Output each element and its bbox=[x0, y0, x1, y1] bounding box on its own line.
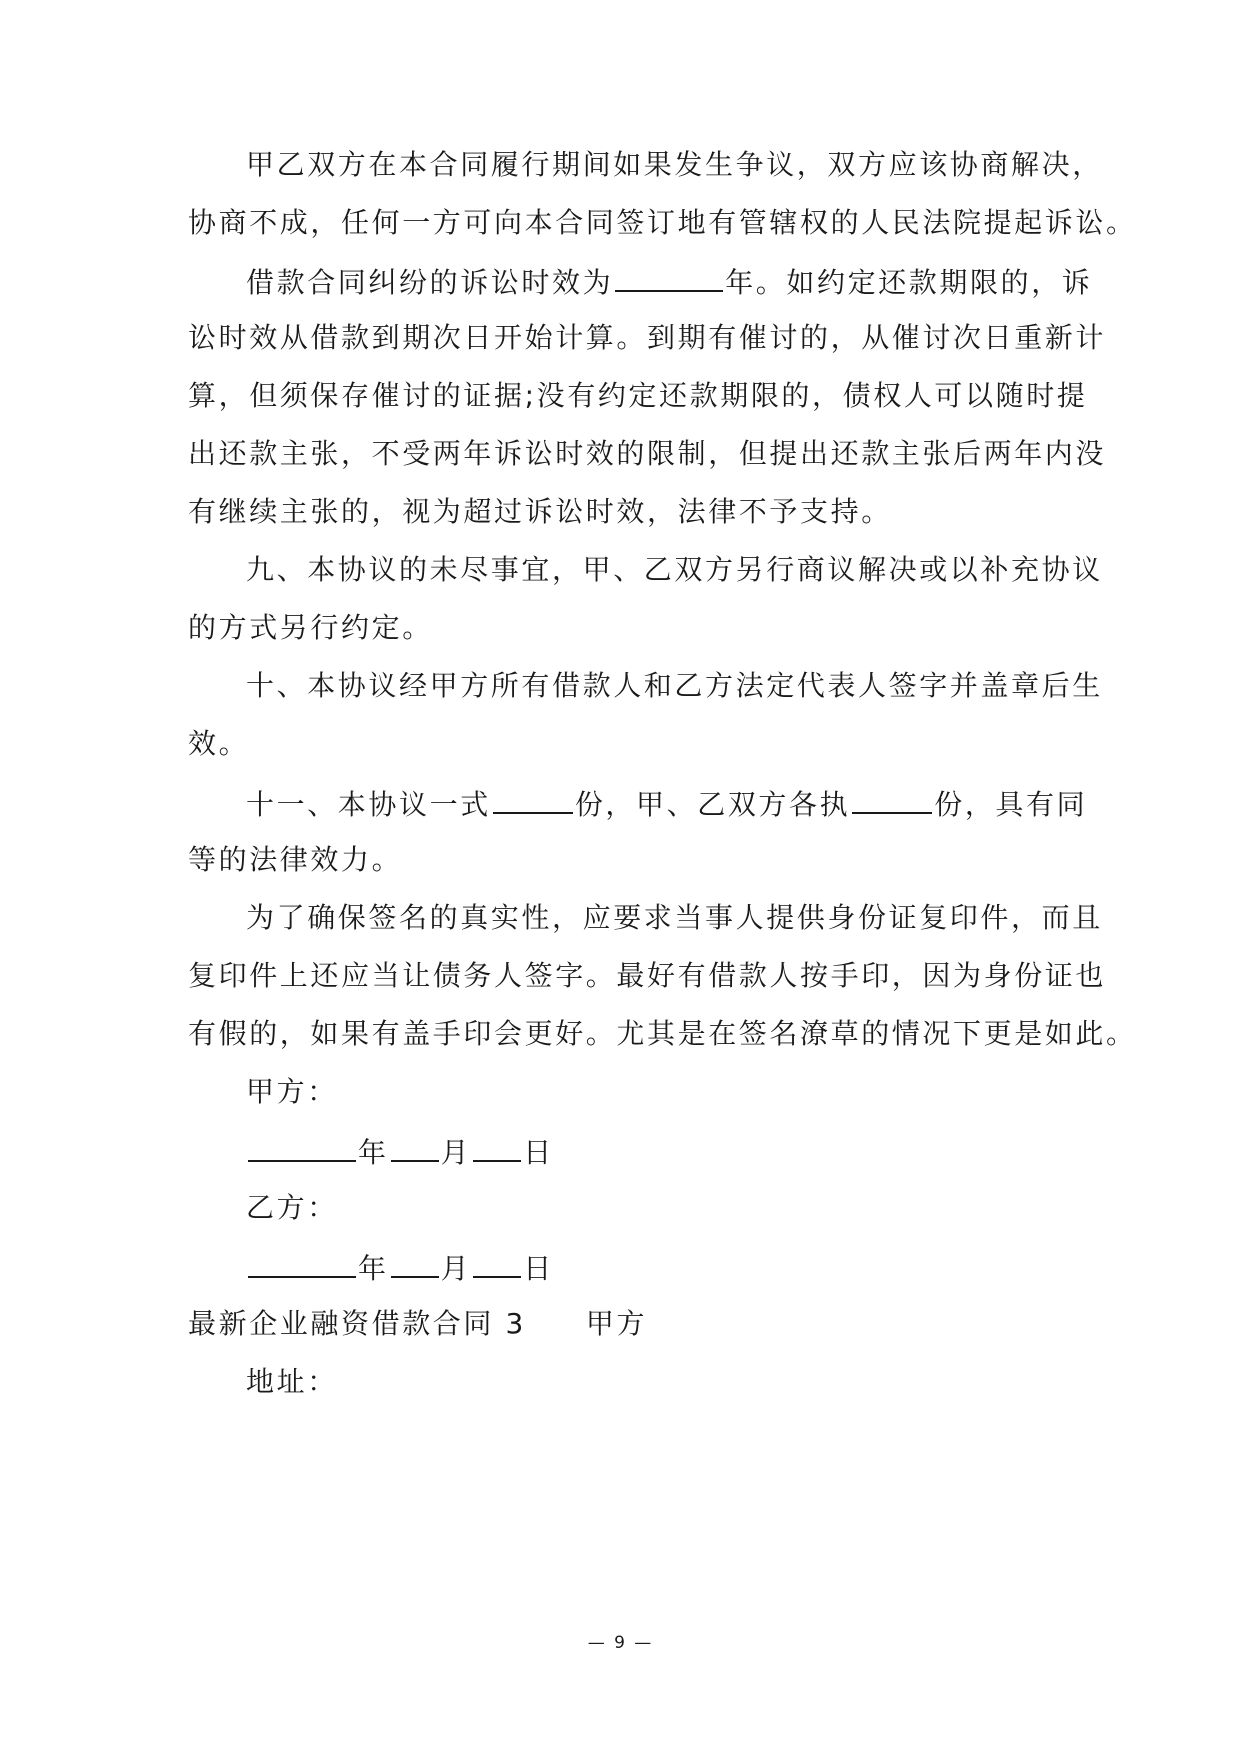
text-run: 九、本协议的未尽事宜，甲、乙双方另行商议解决或以补充协议 bbox=[246, 553, 1103, 586]
blank-month-field bbox=[391, 1248, 439, 1278]
text-run: 日 bbox=[523, 1136, 554, 1169]
article-11-line-1 bbox=[246, 784, 1087, 823]
blank-day-field bbox=[473, 1248, 521, 1278]
text-run: 月 bbox=[440, 1136, 472, 1169]
party-a-date-line bbox=[246, 1132, 554, 1171]
article-11-line-2 bbox=[188, 842, 402, 878]
article-10-line-2 bbox=[188, 726, 249, 762]
party-b-label bbox=[246, 1190, 338, 1226]
paragraph-limitation-line-4 bbox=[188, 436, 1106, 472]
text-run: 为了确保签名的真实性，应要求当事人提供身份证复印件，而且 bbox=[246, 901, 1103, 934]
article-10-line-1 bbox=[246, 668, 1103, 704]
blank-year-field bbox=[248, 1248, 356, 1278]
text-run: 算，但须保存催讨的证据;没有约定还款期限的，债权人可以随时提 bbox=[188, 379, 1088, 412]
text-run: 讼时效从借款到期次日开始计算。到期有催讨的，从催讨次日重新计 bbox=[188, 321, 1107, 354]
paragraph-limitation-line-2 bbox=[188, 320, 1106, 356]
text-run: 出还款主张，不受两年诉讼时效的限制，但提出还款主张后两年内没 bbox=[188, 437, 1107, 470]
paragraph-limitation-line-1 bbox=[246, 262, 1092, 301]
text-run: 年 bbox=[358, 1252, 389, 1285]
text-run: 等的法律效力。 bbox=[188, 843, 403, 876]
text-run: 年。如约定还款期限的，诉 bbox=[725, 266, 1093, 299]
text-run: 乙方： bbox=[246, 1191, 338, 1224]
article-9-line-1 bbox=[246, 552, 1103, 588]
text-run: 年 bbox=[358, 1136, 389, 1169]
text-run: 日 bbox=[523, 1252, 554, 1285]
paragraph-limitation-line-3 bbox=[188, 378, 1087, 414]
blank-month-field bbox=[391, 1132, 439, 1162]
text-run: 复印件上还应当让债务人签字。最好有借款人按手印，因为身份证也 bbox=[188, 959, 1107, 992]
blank-copies-total-field bbox=[493, 784, 573, 814]
page-number: — 9 — bbox=[587, 1633, 654, 1653]
text-run: 甲方： bbox=[246, 1075, 338, 1108]
blank-day-field bbox=[473, 1132, 521, 1162]
next-contract-party: 甲方 bbox=[585, 1307, 648, 1340]
text-run: 效。 bbox=[188, 727, 250, 760]
text-run: 份，具有同 bbox=[934, 788, 1088, 821]
text-run: 的方式另行约定。 bbox=[188, 611, 433, 644]
text-run: 借款合同纠纷的诉讼时效为 bbox=[246, 266, 614, 299]
text-run: 十一、本协议一式 bbox=[246, 788, 491, 821]
blank-copies-each-field bbox=[852, 784, 932, 814]
address-label bbox=[246, 1364, 338, 1400]
text-run: 有假的，如果有盖手印会更好。尤其是在签名潦草的情况下更是如此。 bbox=[188, 1017, 1137, 1050]
signature-note-line-1 bbox=[246, 900, 1103, 936]
text-run: 甲乙双方在本合同履行期间如果发生争议，双方应该协商解决， bbox=[246, 148, 1103, 181]
text-run: 十、本协议经甲方所有借款人和乙方法定代表人签字并盖章后生 bbox=[246, 669, 1103, 702]
party-b-date-line bbox=[246, 1248, 554, 1287]
text-run: 份，甲、乙双方各执 bbox=[574, 788, 851, 821]
party-a-label bbox=[246, 1074, 338, 1110]
text-run: 月 bbox=[440, 1252, 472, 1285]
paragraph-dispute-line-2 bbox=[188, 205, 1137, 241]
text-run: 协商不成，任何一方可向本合同签订地有管辖权的人民法院提起诉讼。 bbox=[188, 206, 1137, 239]
text-run: 地址： bbox=[246, 1365, 338, 1398]
signature-note-line-3 bbox=[188, 1016, 1137, 1052]
text-run: 有继续主张的，视为超过诉讼时效，法律不予支持。 bbox=[188, 495, 892, 528]
next-contract-title: 最新企业融资借款合同 3 bbox=[188, 1307, 526, 1340]
blank-year-field bbox=[248, 1132, 356, 1162]
blank-years-field bbox=[615, 262, 723, 292]
paragraph-dispute-line-1 bbox=[246, 147, 1103, 183]
paragraph-limitation-line-5 bbox=[188, 494, 892, 530]
next-contract-heading bbox=[188, 1306, 647, 1342]
article-9-line-2 bbox=[188, 610, 433, 646]
signature-note-line-2 bbox=[188, 958, 1106, 994]
